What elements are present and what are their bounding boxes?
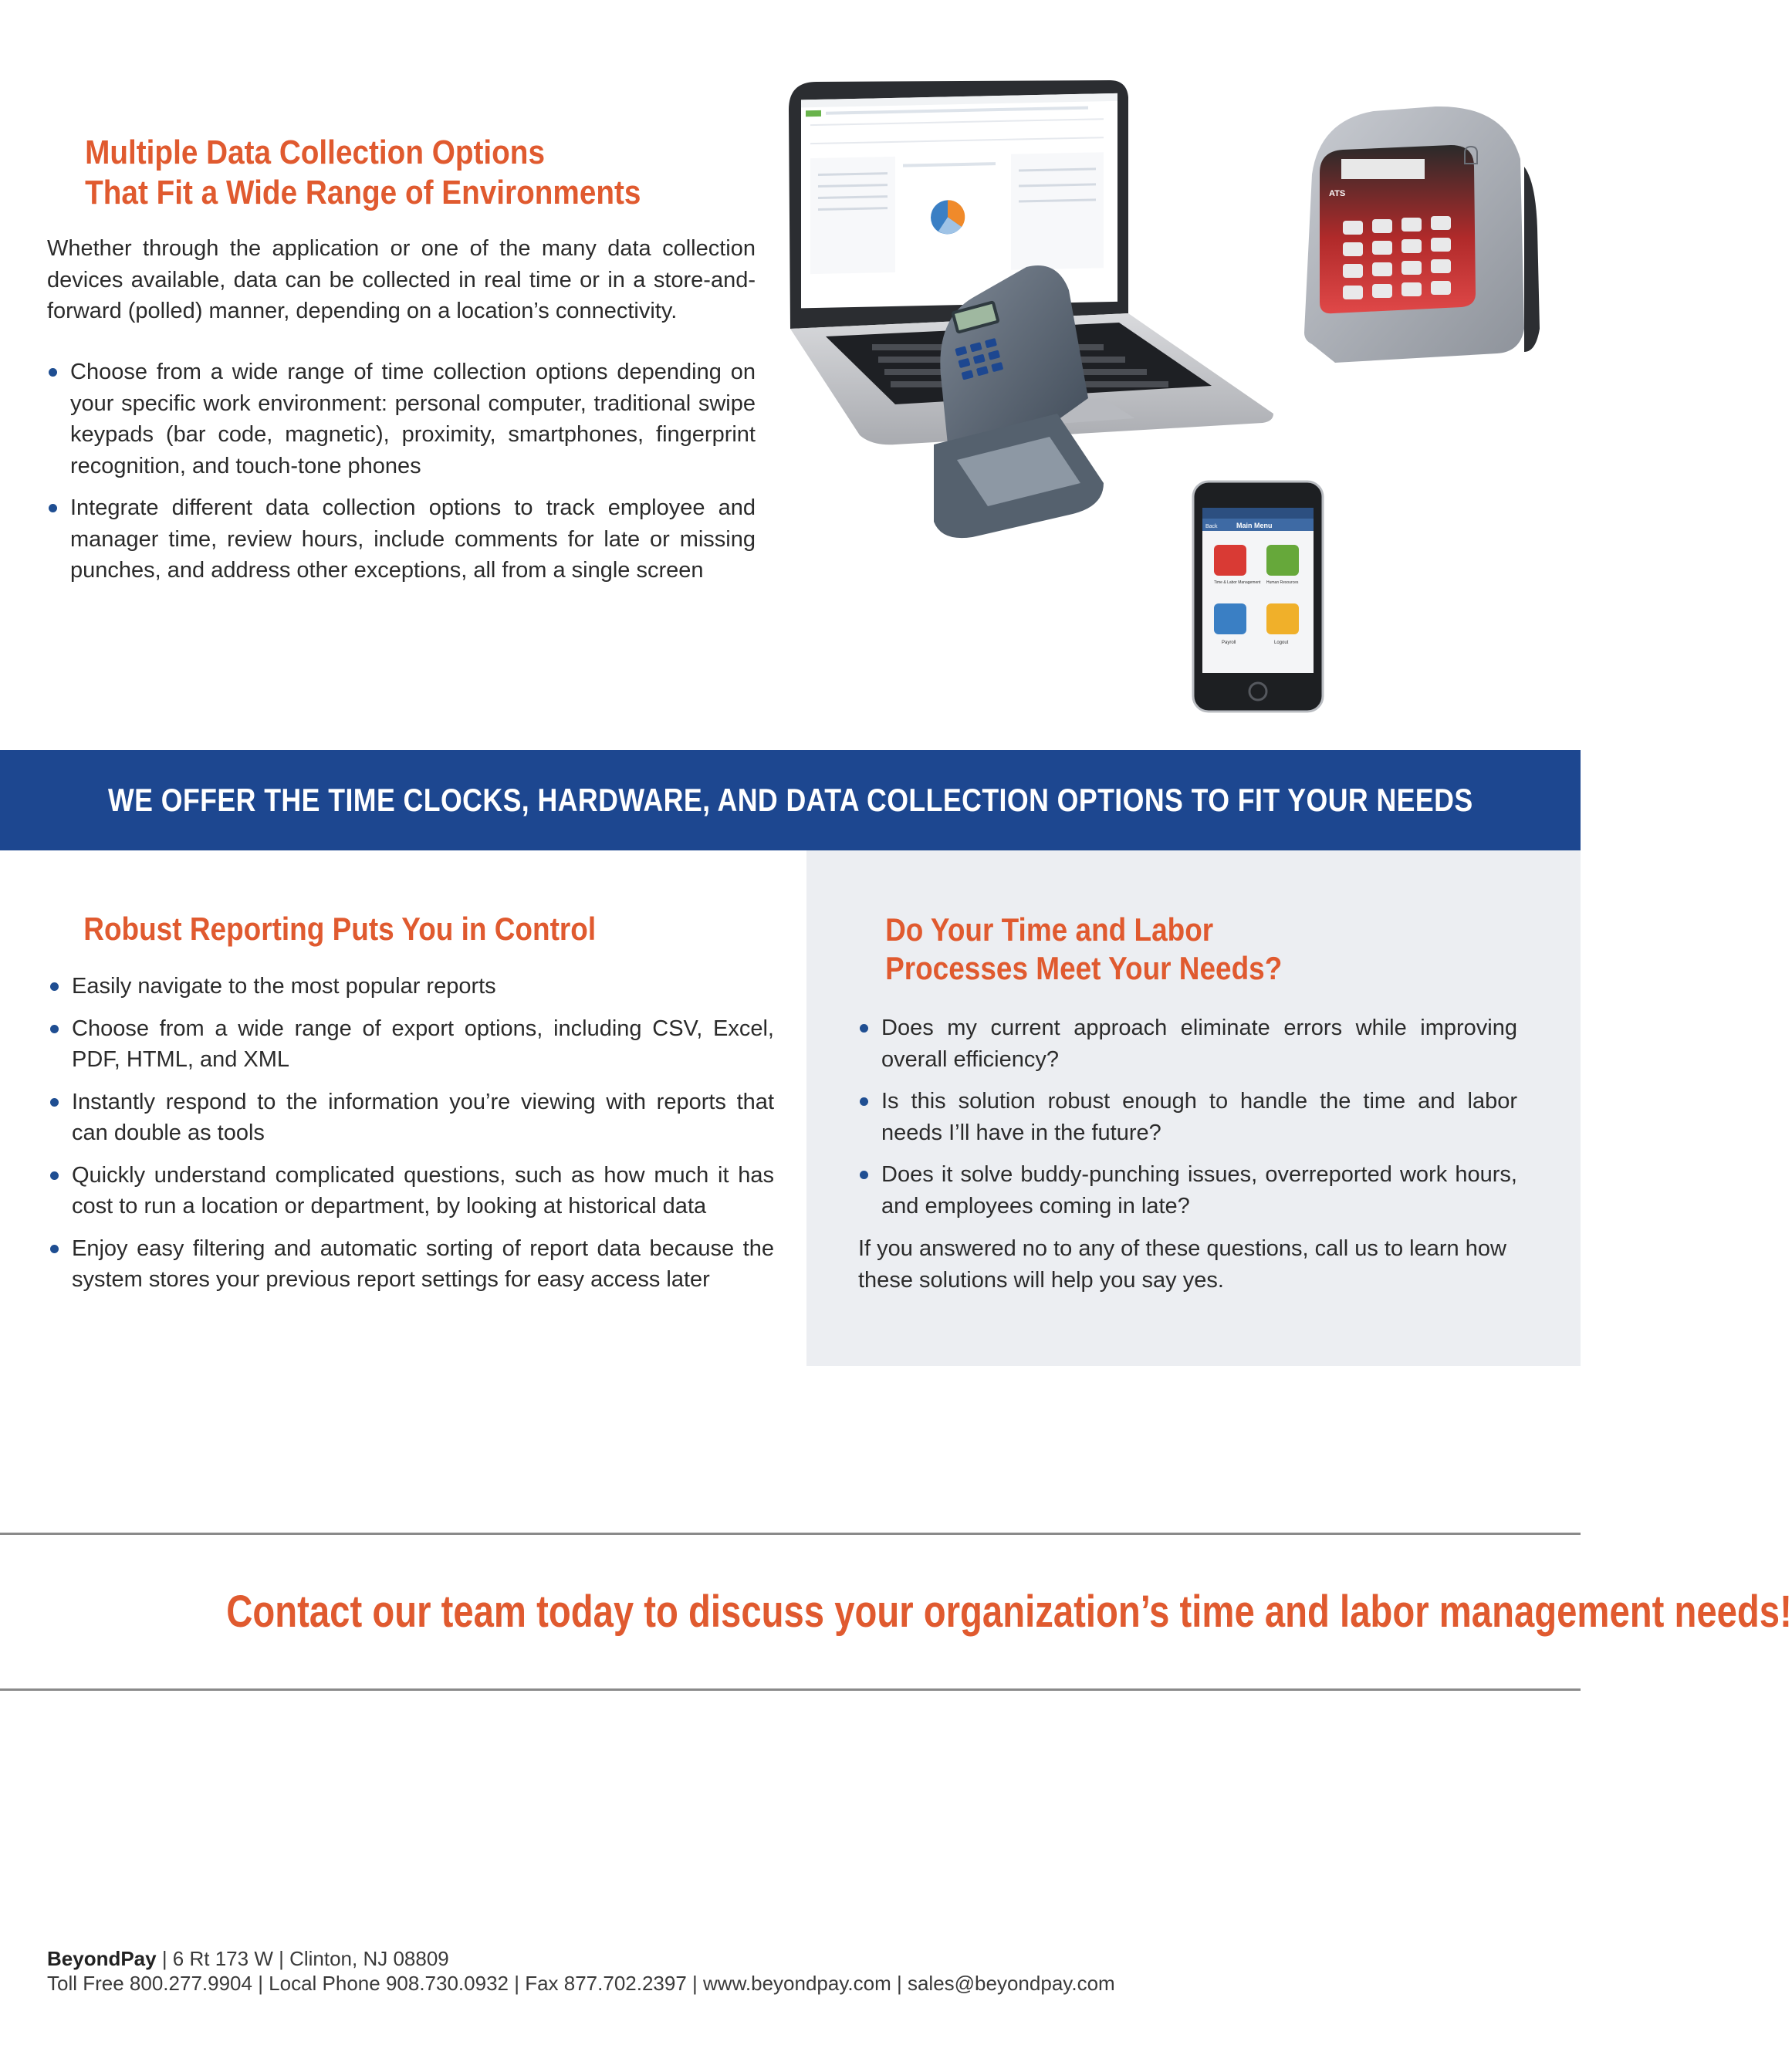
phone-tile-label: Time & Labor Management [1214,580,1261,585]
phone-tile-label: Payroll [1222,641,1236,645]
payroll-icon [1214,603,1246,634]
time-labor-icon [1214,545,1246,576]
phone-back-label: Back [1205,524,1218,529]
clock-brand-label: ATS [1329,189,1346,198]
phone-tile-label: Logout [1274,641,1289,645]
list-item: Choose from a wide range of export options, including CSV, Excel, PDF, HTML, and XML [49,1013,774,1076]
data-collection-heading-line1: Multiple Data Collection Options [85,134,545,171]
needs-closing: If you answered no to any of these questions, call us to learn how these solutions will help you say yes. [858,1236,1506,1293]
contact-cta: Contact our team today to discuss your organization’s time and labor management needs! [226,1587,1792,1637]
phone-tile-label: Human Resources [1266,580,1299,585]
devices-illustration [779,74,1551,715]
ats-time-clock [1304,106,1540,363]
needs-heading-line2: Processes Meet Your Needs? [885,950,1283,986]
list-item: Enjoy easy filtering and automatic sorting of report data because the system stores your previous report settings for easy access later [49,1233,774,1296]
reporting-list [49,971,774,1306]
footer-line2: Toll Free 800.277.9904 | Local Phone 908.730.0932 | Fax 877.702.2397 | www.beyondpay.com | sales@beyondpay.com [47,1972,1115,1995]
list-item: Integrate different data collection options to track employee and manager time, review hours, include comments for late or missing punches, and address other exceptions, all from a single screen [47,492,756,586]
phone-menu-title: Main Menu [1236,522,1273,529]
needs-list [858,1012,1517,1232]
reporting-heading: Robust Reporting Puts You in Control [83,911,597,947]
data-collection-heading [85,133,641,213]
human-resources-icon [1266,545,1299,576]
data-collection-heading-line2: That Fit a Wide Range of Environments [85,174,641,211]
data-collection-intro: Whether through the application or one of the many data collection devices available, data can be collected in real time or in a store-and-forward (polled) manner, depending on a location’s connectivity. [47,236,756,323]
list-item: Quickly understand complicated questions, such as how much it has cost to run a location or department, by looking at historical data [49,1160,774,1222]
list-item: Choose from a wide range of time collection options depending on your specific work environment: personal computer, traditional swipe keypads (bar code, magnetic), proximity, smartphones, fingerprint recognition, and touch-tone phones [47,357,756,482]
smartphone [1193,482,1323,712]
list-item: Instantly respond to the information you’re viewing with reports that can double as tools [49,1087,774,1149]
footer-company: BeyondPay [47,1947,157,1970]
list-item: Easily navigate to the most popular reports [49,971,774,1002]
footer-line1 [47,1946,1115,1971]
logout-icon [1266,603,1299,634]
list-item: Does my current approach eliminate errors while improving overall efficiency? [858,1012,1517,1075]
divider [0,1688,1581,1691]
clock-display [1341,159,1425,179]
list-item: Is this solution robust enough to handle the time and labor needs I’ll have in the future? [858,1086,1517,1148]
needs-heading [885,911,1282,988]
divider [0,1533,1581,1535]
banner-text: WE OFFER THE TIME CLOCKS, HARDWARE, AND DATA COLLECTION OPTIONS TO FIT YOUR NEEDS [107,782,1473,818]
footer-address: | 6 Rt 173 W | Clinton, NJ 08809 [156,1947,449,1970]
hardware-banner [0,750,1581,850]
list-item: Does it solve buddy-punching issues, overreported work hours, and employees coming in late? [858,1159,1517,1222]
needs-heading-line1: Do Your Time and Labor [885,911,1214,948]
footer [47,1946,1115,1996]
data-collection-list [47,357,756,597]
